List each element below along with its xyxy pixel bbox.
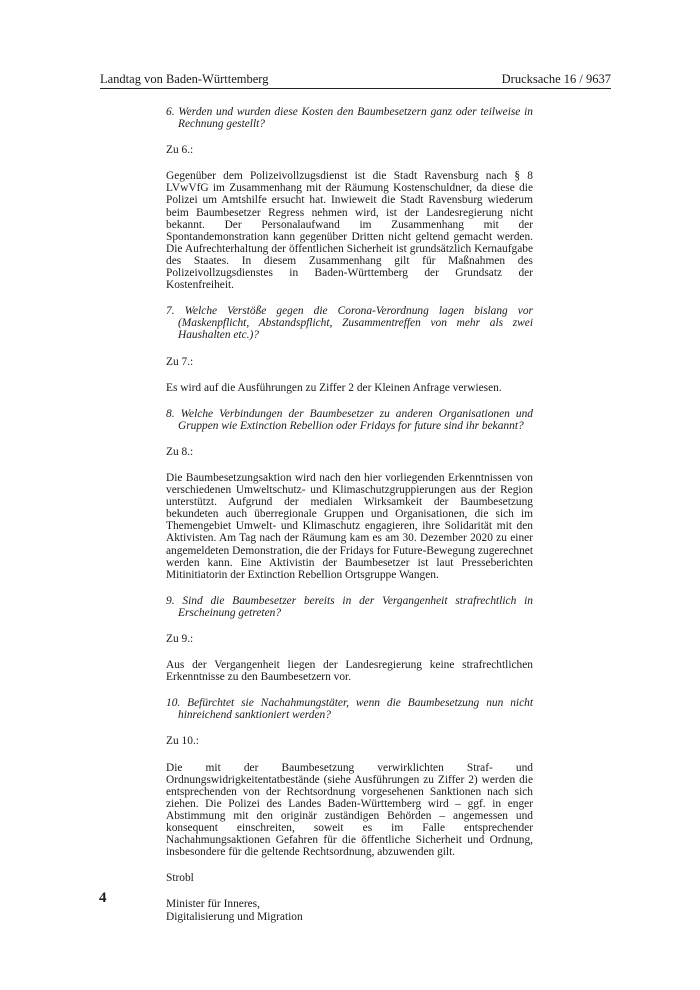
question-8: 8. Welche Verbindungen der Baumbesetzer zu anderen Organisationen und Gruppen wie Extinction Rebellion oder Fridays for future sind ihr bekannt? (166, 407, 533, 432)
signature-name: Strobl (166, 872, 194, 885)
document-body (166, 106, 533, 923)
header-document-number: Drucksache 16 / 9637 (501, 72, 611, 86)
question-7: 7. Welche Verstöße gegen die Corona-Verordnung lagen bislang vor (Maskenpflicht, Abstandspflicht, Zusammentreffen von mehr als zwei Haushalten etc.)? (166, 305, 533, 342)
answer-10-heading: Zu 10.: (166, 735, 199, 748)
question-10: 10. Befürchtet sie Nachahmungstäter, wenn die Baumbesetzung nun nicht hinreichend sanktioniert werden? (166, 697, 533, 722)
question-9: 9. Sind die Baumbesetzer bereits in der Vergangenheit strafrechtlich in Erscheinung getreten? (166, 594, 533, 619)
signature-title-line-2: Digitalisierung und Migration (166, 910, 303, 923)
page-header (100, 70, 611, 89)
answer-8-heading: Zu 8.: (166, 445, 194, 458)
answer-8-text: Die Baumbesetzungsaktion wird nach den hier vorliegenden Erkenntnissen von verschiedenen Umweltschutz- und Klimaschutzgruppierungen aus der Region unterstützt. Aufgrund der medialen Wirksamkeit der Baumbesetzung bekundeten auch überregionale Gruppen und Organisationen, die sich im Themengebiet Umwelt- und Klimaschutz engagieren, ihre Solidarität mit den Aktivisten. Am Tag nach der Räumung kam es am 30. Dezember 2020 zu einer angemeldeten Demonstration, die der Fridays for Future-Bewegung zugerechnet werden kann. Eine Aktivistin der Baumbesetzer ist laut Presseberichten Mitinitiatorin der Extinction Rebellion Ortsgruppe Wangen. (166, 471, 533, 581)
question-6: 6. Werden und wurden diese Kosten den Baumbesetzern ganz oder teilweise in Rechnung gestellt? (166, 106, 533, 131)
answer-7-text: Es wird auf die Ausführungen zu Ziffer 2 der Kleinen Anfrage verwiesen. (166, 381, 502, 394)
answer-7-heading: Zu 7.: (166, 355, 194, 368)
answer-6-text: Gegenüber dem Polizeivollzugsdienst ist die Stadt Ravensburg nach § 8 LVwVfG im Zusammenhang mit der Räumung Kostenschuldner, da diese die Polizei um Amtshilfe ersucht hat. Inwieweit die Stadt Ravensburg wiederum beim Baumbesetzer Regress nehmen wird, ist der Landesregierung nicht bekannt. Der Personalaufwand im Zusammenhang mit der Spontandemonstration kann gegenüber Dritten nicht geltend gemacht werden. Die Aufrechterhaltung der öffentlichen Sicherheit ist grundsätzlich Kernaufgabe des Staates. In diesem Zusammenhang gilt für Maßnahmen des Polizeivollzugsdienstes in Baden-Württemberg der Grundsatz der Kostenfreiheit. (166, 170, 533, 292)
answer-10-text: Die mit der Baumbesetzung verwirklichten Straf- und Ordnungswidrigkeitentatbestände (siehe Ausführungen zu Ziffer 2) werden die entsprechenden von der Rechtsordnung vorgesehenen Sanktionen nach sich ziehen. Die Polizei des Landes Baden-Württemberg wird – ggf. in enger Abstimmung mit den originär zuständigen Behörden – angemessen und konsequent einschreiten, soweit es im Falle entsprechender Nachahmungsaktionen Gefahren für die öffentliche Sicherheit und Ordnung, insbesondere für die geltende Rechtsordnung, abzuwenden gilt. (166, 761, 533, 859)
signature-title-line-1: Minister für Inneres, (166, 898, 260, 911)
answer-9-heading: Zu 9.: (166, 633, 194, 645)
header-parliament-name: Landtag von Baden-Württemberg (100, 72, 269, 86)
answer-9-text: Aus der Vergangenheit liegen der Landesregierung keine strafrechtlichen Erkenntnisse zu den Baumbesetzern vor. (166, 659, 533, 684)
answer-6-heading: Zu 6.: (166, 144, 194, 157)
page-number: 4 (99, 890, 107, 906)
